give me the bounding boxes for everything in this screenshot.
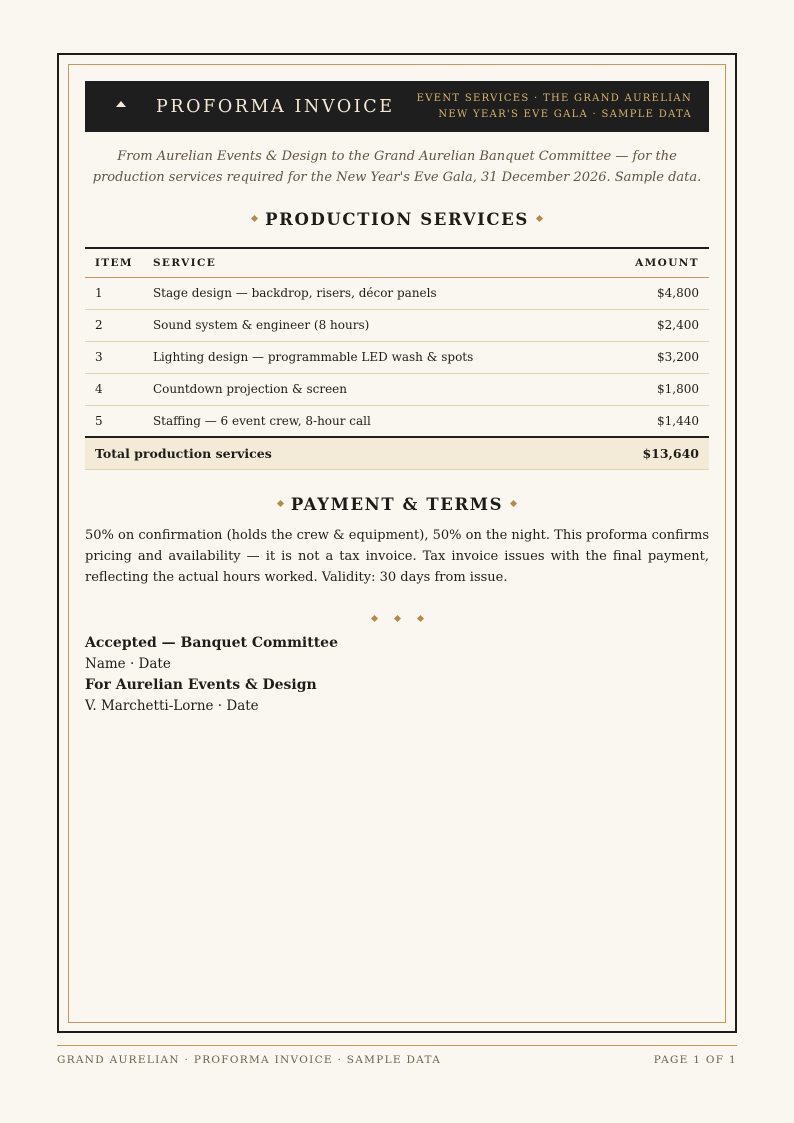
table-row xyxy=(85,341,709,373)
accepted-label: Accepted — Banquet Committee xyxy=(85,634,338,651)
page-footer xyxy=(57,1054,737,1066)
row-service: Countdown projection & screen xyxy=(143,373,597,405)
vendor-label: For Aurelian Events & Design xyxy=(85,676,317,693)
banner-left xyxy=(116,97,395,117)
table-row xyxy=(85,277,709,309)
title-banner xyxy=(85,81,709,132)
diamond-icon xyxy=(370,614,377,621)
table-header-row xyxy=(85,248,709,277)
table-row xyxy=(85,309,709,341)
row-item: 3 xyxy=(85,341,143,373)
row-item: 1 xyxy=(85,277,143,309)
payment-terms-text: 50% on confirmation (holds the crew & equipment), 50% on the night. This proforma confirms pricing and availability — it is not a tax invoice. Tax invoice issues with the final payment, reflecting the actual hours worked. Validity: 30 days from issue. xyxy=(85,527,709,585)
services-table xyxy=(85,247,709,470)
services-heading-label: PRODUCTION SERVICES xyxy=(265,210,529,229)
total-label: Total production services xyxy=(85,437,597,469)
banner-subtitle-line2: NEW YEAR'S EVE GALA · SAMPLE DATA xyxy=(438,108,692,120)
diamond-icon xyxy=(393,614,400,621)
page-number: PAGE 1 OF 1 xyxy=(653,1054,737,1066)
signature-block xyxy=(85,633,709,717)
intro-text: From Aurelian Events & Design to the Grand Aurelian Banquet Committee — for the production services required for the New Year's Eve Gala, 31 December 2026. Sample data. xyxy=(92,149,702,185)
footer-left: GRAND AURELIAN · PROFORMA INVOICE · SAMPLE DATA xyxy=(57,1054,442,1066)
column-header-item: ITEM xyxy=(85,248,143,277)
row-service: Sound system & engineer (8 hours) xyxy=(143,309,597,341)
row-item: 5 xyxy=(85,405,143,437)
banner-subtitle xyxy=(417,91,692,123)
column-header-amount: AMOUNT xyxy=(597,248,709,277)
row-service: Stage design — backdrop, risers, décor panels xyxy=(143,277,597,309)
row-service: Lighting design — programmable LED wash & spots xyxy=(143,341,597,373)
banner-subtitle-line1: EVENT SERVICES · THE GRAND AURELIAN xyxy=(416,92,692,104)
row-item: 4 xyxy=(85,373,143,405)
services-heading xyxy=(85,209,709,231)
total-amount: $13,640 xyxy=(597,437,709,469)
column-header-service: SERVICE xyxy=(143,248,597,277)
footer-divider xyxy=(57,1045,737,1046)
payment-heading-label: PAYMENT & TERMS xyxy=(290,494,504,514)
row-item: 2 xyxy=(85,309,143,341)
total-row xyxy=(85,437,709,469)
diamond-icon xyxy=(510,499,517,506)
row-amount: $1,440 xyxy=(597,405,709,437)
table-row xyxy=(85,405,709,437)
row-amount: $2,400 xyxy=(597,309,709,341)
vendor-signature-line: V. Marchetti-Lorne · Date xyxy=(85,697,259,714)
diamond-icon xyxy=(277,499,284,506)
triangle-icon xyxy=(116,101,126,107)
page-title: PROFORMA INVOICE xyxy=(156,96,395,117)
invoice-content xyxy=(85,81,709,717)
diamond-icon xyxy=(416,614,423,621)
ornament-divider xyxy=(85,610,709,624)
accepted-signature-line: Name · Date xyxy=(85,655,171,672)
row-amount: $1,800 xyxy=(597,373,709,405)
row-service: Staffing — 6 event crew, 8-hour call xyxy=(143,405,597,437)
row-amount: $4,800 xyxy=(597,277,709,309)
row-amount: $3,200 xyxy=(597,341,709,373)
payment-heading xyxy=(85,494,709,516)
diamond-icon xyxy=(251,215,258,222)
diamond-icon xyxy=(536,215,543,222)
table-row xyxy=(85,373,709,405)
